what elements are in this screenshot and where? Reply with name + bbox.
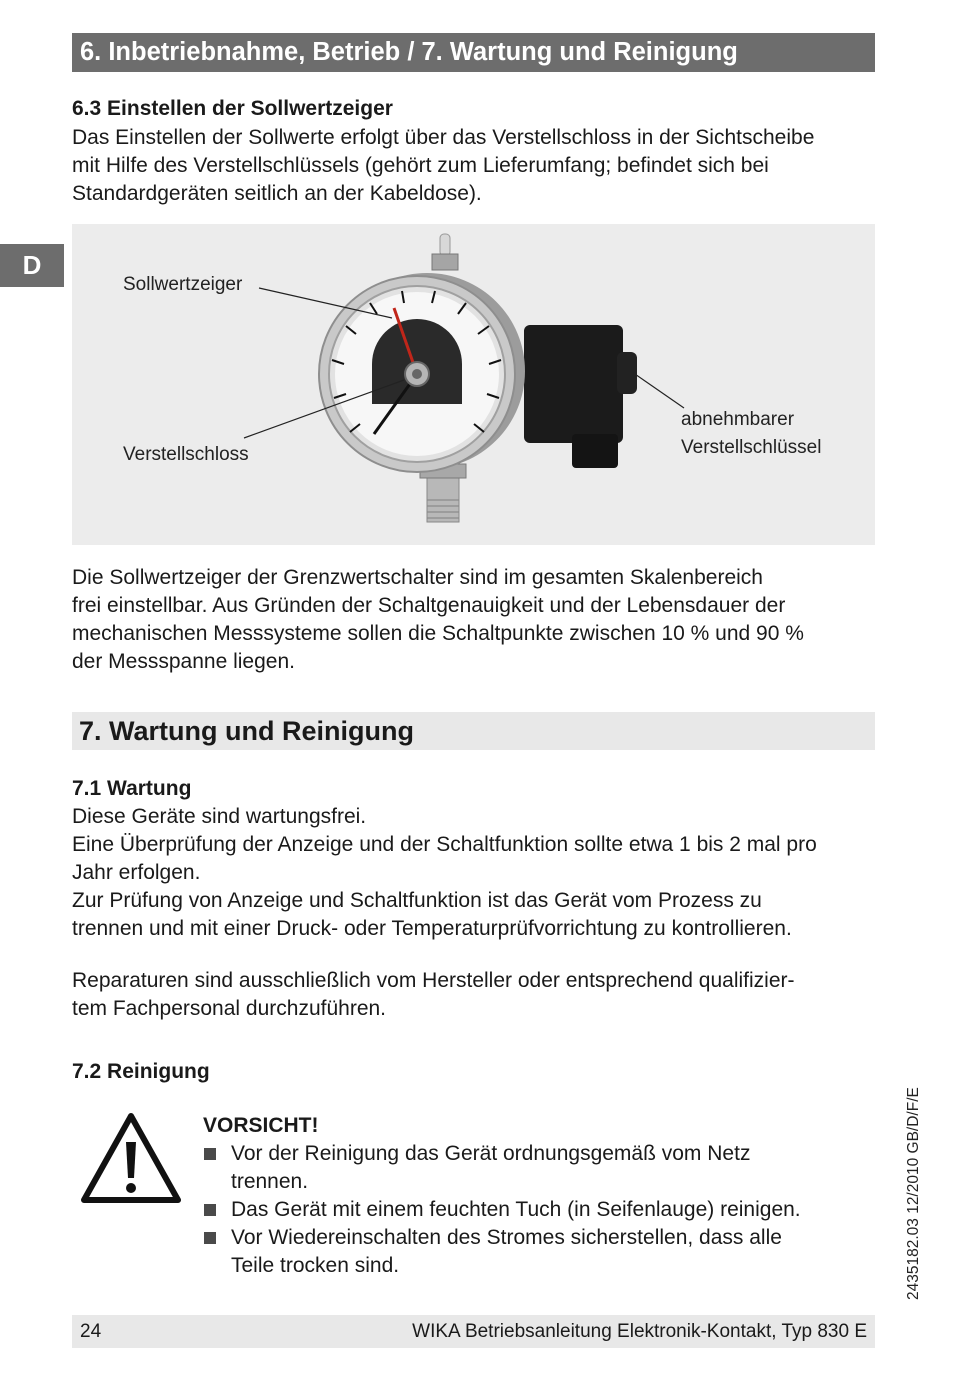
language-tab: D	[0, 244, 64, 287]
label-schluessel-line1: abnehmbarer	[681, 409, 795, 430]
text-line: Reparaturen sind ausschließlich vom Hersteller oder entsprechend qualifizier-	[72, 969, 795, 992]
bullet-square-icon	[204, 1204, 216, 1216]
document-id: 2435182.03 12/2010 GB/D/F/E	[905, 1087, 922, 1300]
section-heading-7: 7. Wartung und Reinigung	[72, 712, 875, 750]
list-item	[203, 1224, 863, 1280]
section-heading-7-1: 7.1 Wartung	[72, 777, 192, 800]
chapter-header: 6. Inbetriebnahme, Betrieb / 7. Wartung und Reinigung	[72, 33, 875, 72]
text-line: mit Hilfe des Verstellschlüssels (gehört zum Lieferumfang; befindet sich bei	[72, 154, 769, 177]
paragraph-setpoint-range	[72, 564, 882, 676]
warning-list	[203, 1140, 863, 1280]
warning-triangle-icon	[80, 1112, 182, 1204]
warning-title: VORSICHT!	[203, 1114, 319, 1137]
section-heading-6-3: 6.3 Einstellen der Sollwertzeiger	[72, 97, 393, 120]
list-item	[203, 1140, 863, 1196]
text-line: Vor Wiedereinschalten des Stromes sicherstellen, dass alle	[231, 1226, 782, 1249]
text-line: der Messspanne liegen.	[72, 650, 295, 673]
text-line: Diese Geräte sind wartungsfrei.	[72, 805, 367, 828]
text-line: Das Einstellen der Sollwerte erfolgt über das Verstellschloss in der Sichtscheibe	[72, 126, 815, 149]
text-line: Das Gerät mit einem feuchten Tuch (in Seifenlauge) reinigen.	[231, 1198, 801, 1221]
list-item	[203, 1196, 863, 1224]
paragraph-6-3	[72, 124, 882, 208]
bullet-square-icon	[204, 1232, 216, 1244]
label-verstellschloss: Verstellschloss	[123, 444, 249, 465]
section-heading-7-2: 7.2 Reinigung	[72, 1060, 210, 1083]
label-schluessel-line2: Verstellschlüssel	[681, 437, 822, 458]
paragraph-7-1	[72, 803, 882, 943]
paragraph-7-1-repairs	[72, 967, 882, 1023]
text-line: Eine Überprüfung der Anzeige und der Schaltfunktion sollte etwa 1 bis 2 mal pro	[72, 833, 817, 856]
gauge-figure	[72, 224, 875, 545]
text-line: trennen.	[231, 1170, 309, 1193]
bullet-square-icon	[204, 1148, 216, 1160]
text-line: Zur Prüfung von Anzeige und Schaltfunktion ist das Gerät vom Prozess zu	[72, 889, 762, 912]
text-line: mechanischen Messsysteme sollen die Schaltpunkte zwischen 10 % und 90 %	[72, 622, 804, 645]
text-line: Jahr erfolgen.	[72, 861, 201, 884]
text-line: Die Sollwertzeiger der Grenzwertschalter sind im gesamten Skalenbereich	[72, 566, 763, 589]
text-line: tem Fachpersonal durchzuführen.	[72, 997, 387, 1020]
footer-title: WIKA Betriebsanleitung Elektronik-Kontakt, Typ 830 E	[412, 1321, 867, 1342]
text-line: Standardgeräten seitlich an der Kabeldose).	[72, 182, 482, 205]
page-number: 24	[80, 1321, 102, 1342]
text-line: Vor der Reinigung das Gerät ordnungsgemäß vom Netz	[231, 1142, 751, 1165]
page-footer	[72, 1315, 875, 1348]
label-sollwertzeiger: Sollwertzeiger	[123, 274, 243, 295]
text-line: frei einstellbar. Aus Gründen der Schaltgenauigkeit und der Lebensdauer der	[72, 594, 786, 617]
text-line: Teile trocken sind.	[231, 1254, 400, 1277]
text-line: trennen und mit einer Druck- oder Temperaturprüfvorrichtung zu kontrollieren.	[72, 917, 792, 940]
